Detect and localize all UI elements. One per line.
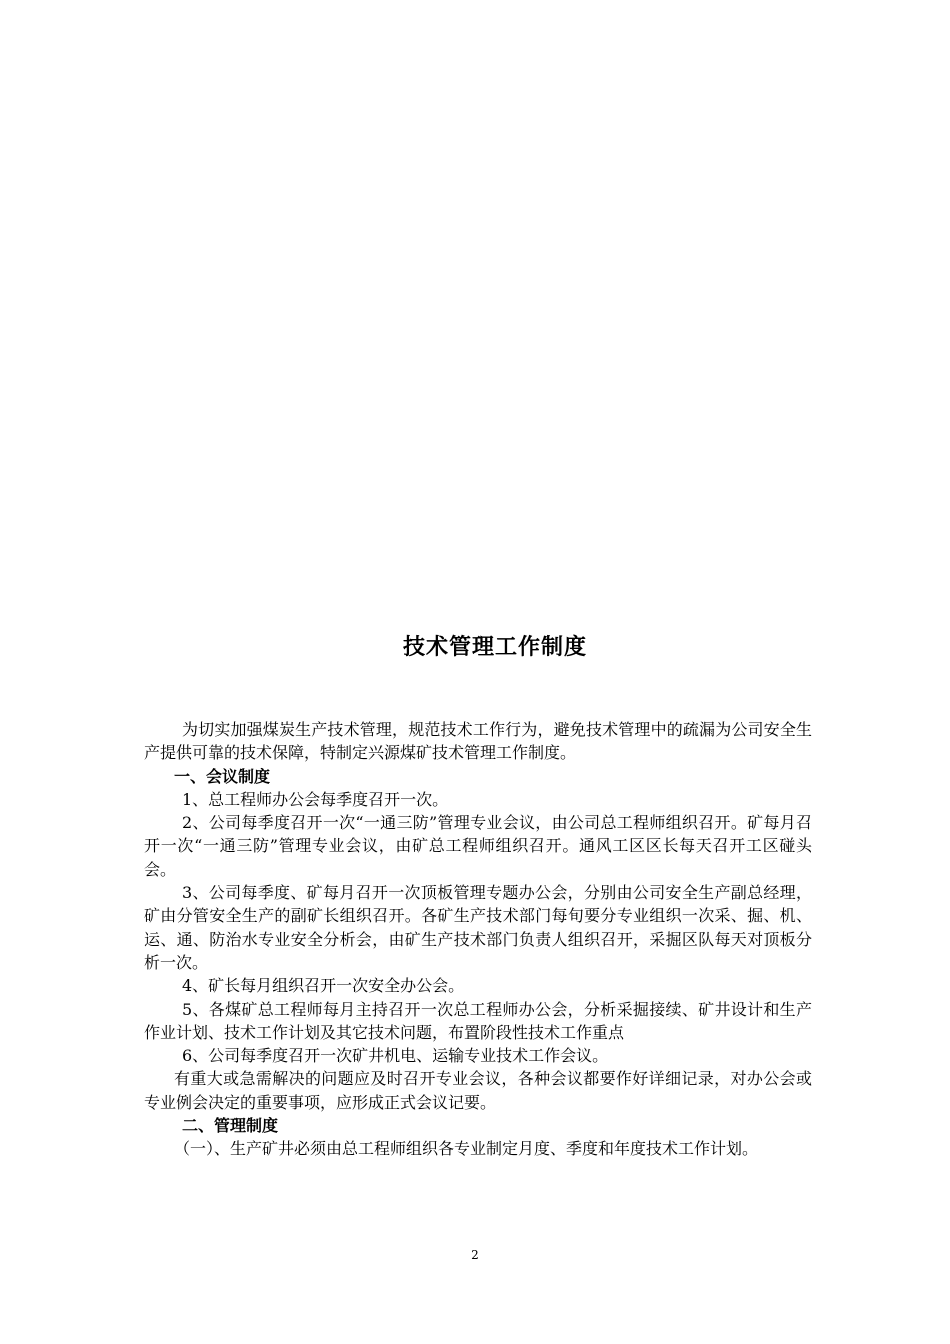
intro-paragraph: 为切实加强煤炭生产技术管理，规范技术工作行为，避免技术管理中的疏漏为公司安全生产提供可靠的技术保障，特制定兴源煤矿技术管理工作制度。	[144, 720, 812, 763]
urgent-note-paragraph: 有重大或急需解决的问题应及时召开专业会议，各种会议都要作好详细记录，对办公会或专业例会决定的重要事项，应形成正式会议记要。	[144, 1069, 812, 1112]
list-item: 6、公司每季度召开一次矿井机电、运输专业技术工作会议。	[182, 1046, 609, 1066]
list-item: 2、公司每季度召开一次“一通三防”管理专业会议，由公司总工程师组织召开。矿每月召开一次“一通三防”管理专业会议，由矿总工程师组织召开。通风工区区长每天召开工区碰头会。	[144, 813, 812, 879]
section2-item-paragraph: （一）、生产矿井必须由总工程师组织各专业制定月度、季度和年度技术工作计划。	[174, 1139, 759, 1159]
document-title: 技术管理工作制度	[402, 635, 587, 660]
list-item: 1、总工程师办公会每季度召开一次。	[182, 789, 449, 809]
section-heading-management: 二、管理制度	[182, 1116, 279, 1136]
section-heading-meetings: 一、会议制度	[174, 766, 271, 786]
list-item: 3、公司每季度、矿每月召开一次顶板管理专题办公会，分别由公司安全生产副总经理，矿由分管安全生产的副矿长组织召开。各矿生产技术部门每旬要分专业组织一次采、掘、机、运、通、防治水专业安全分析会，由矿生产技术部门负责人组织召开，采掘区队每天对顶板分析一次。	[144, 883, 812, 972]
page-number: 2	[471, 1248, 479, 1262]
document-body	[144, 718, 812, 1161]
list-item: 5、各煤矿总工程师每月主持召开一次总工程师办公会，分析采掘接续、矿井设计和生产作业计划、技术工作计划及其它技术问题，布置阶段性技术工作重点	[144, 999, 812, 1042]
list-item: 4、矿长每月组织召开一次安全办公会。	[182, 976, 465, 996]
